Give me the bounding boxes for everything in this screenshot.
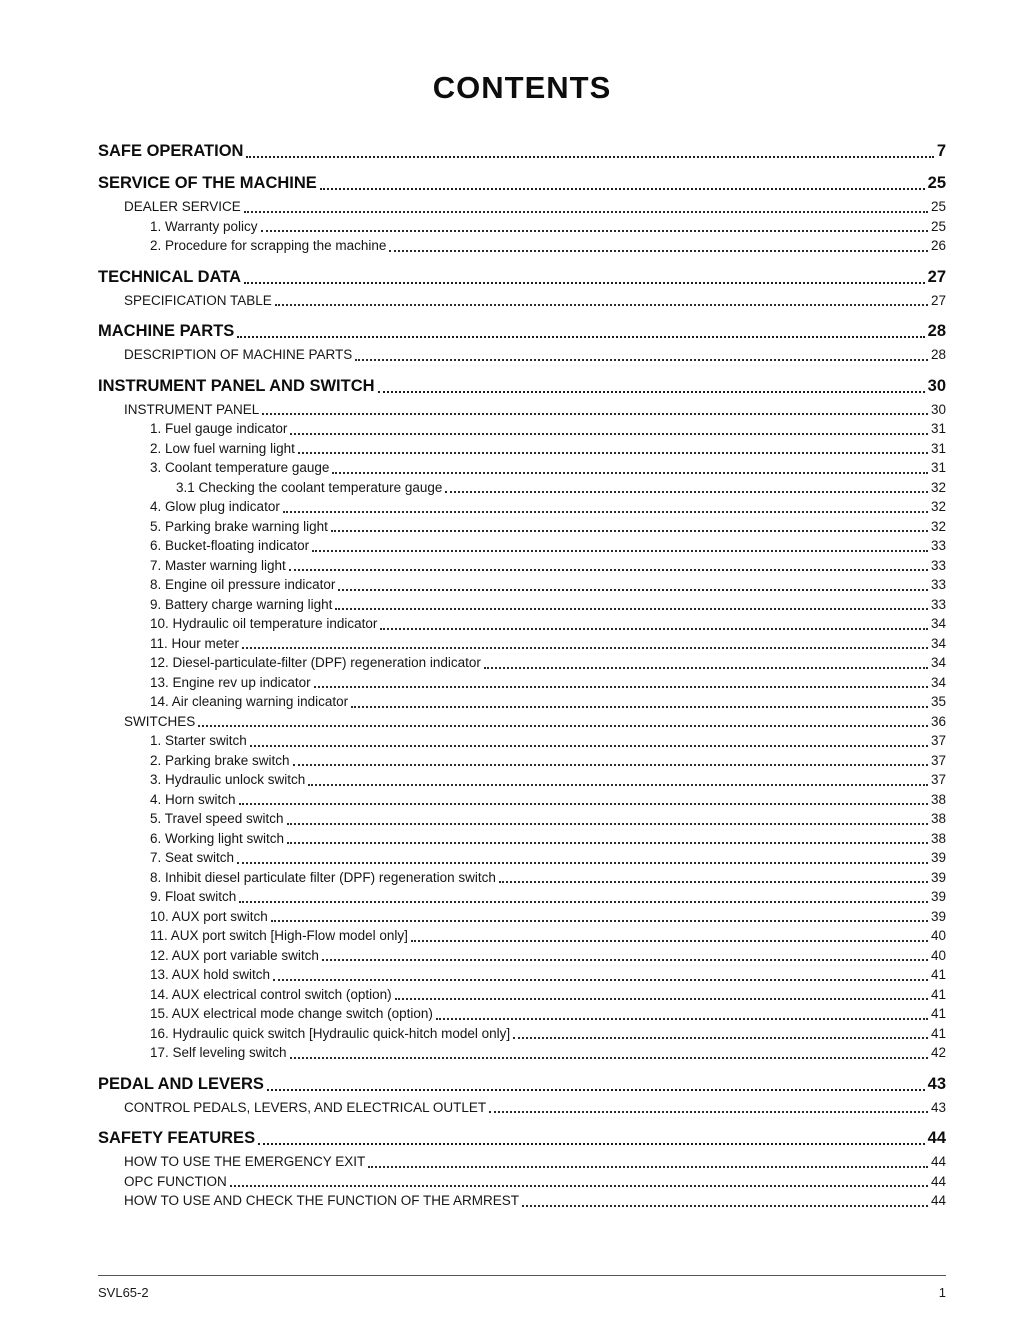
toc-entry-label: INSTRUMENT PANEL	[124, 401, 260, 417]
toc-entry	[98, 770, 946, 790]
toc-dot-leader	[368, 1166, 928, 1168]
toc-entry	[98, 400, 946, 420]
toc-dot-leader	[273, 979, 928, 981]
toc-entry-page: 31	[930, 421, 946, 436]
toc-entry	[98, 267, 946, 288]
toc-entry-label: 2. Procedure for scrapping the machine	[150, 238, 387, 253]
toc-entry-label: TECHNICAL DATA	[98, 267, 241, 286]
toc-entry-page: 39	[930, 908, 946, 924]
toc-entry	[98, 439, 946, 459]
toc-entry-label: CONTROL PEDALS, LEVERS, AND ELECTRICAL OUTLET	[124, 1099, 487, 1115]
toc-entry-page: 33	[930, 596, 946, 612]
toc-entry-page: 41	[930, 967, 946, 982]
toc-entry	[98, 1074, 946, 1095]
toc-entry-label: SPECIFICATION TABLE	[124, 292, 272, 308]
toc-entry-page: 30	[927, 376, 946, 395]
toc-entry-page: 28	[927, 322, 946, 340]
toc-dot-leader	[389, 250, 928, 252]
toc-dot-leader	[198, 725, 928, 727]
toc-entry-label: 8. Inhibit diesel particulate filter (DPF) regeneration switch	[150, 869, 496, 885]
toc-entry-page: 34	[930, 616, 946, 631]
toc-entry-page: 31	[930, 460, 946, 475]
toc-dot-leader	[411, 940, 928, 942]
toc-entry	[98, 345, 946, 365]
toc-entry	[98, 536, 946, 556]
toc-entry-page: 35	[930, 694, 946, 709]
toc-dot-leader	[380, 628, 928, 630]
toc-entry-label: 13. Engine rev up indicator	[150, 674, 311, 690]
toc-entry-page: 44	[927, 1129, 946, 1147]
toc-dot-leader	[513, 1037, 928, 1039]
toc-dot-leader	[331, 530, 928, 532]
toc-entry	[98, 653, 946, 673]
toc-entry-label: 7. Master warning light	[150, 557, 286, 573]
toc-dot-leader	[242, 647, 928, 649]
page-title: CONTENTS	[432, 70, 612, 105]
toc-entry-label: HOW TO USE THE EMERGENCY EXIT	[124, 1154, 366, 1169]
toc-entry-page: 7	[936, 142, 946, 160]
toc-entry	[98, 1152, 946, 1172]
toc-dot-leader	[239, 901, 928, 903]
toc-entry-label: 12. AUX port variable switch	[150, 947, 319, 963]
toc-entry	[98, 829, 946, 849]
toc-entry-label: 17. Self leveling switch	[150, 1045, 287, 1060]
toc-entry	[98, 575, 946, 595]
toc-entry-label: 10. Hydraulic oil temperature indicator	[150, 616, 378, 631]
toc-dot-leader	[275, 304, 928, 306]
toc-entry	[98, 173, 946, 194]
footer-page-number: 1	[938, 1285, 946, 1300]
toc-entry-label: SAFE OPERATION	[98, 142, 244, 160]
toc-entry-label: 3. Coolant temperature gauge	[150, 460, 330, 475]
toc-dot-leader	[267, 1089, 925, 1091]
toc-entry	[98, 1043, 946, 1063]
toc-entry-label: 16. Hydraulic quick switch [Hydraulic quick-hitch model only]	[150, 1025, 511, 1041]
toc-entry-page: 38	[930, 811, 946, 826]
toc-entry-label: 12. Diesel-particulate-filter (DPF) regeneration indicator	[150, 655, 481, 670]
toc-entry	[98, 634, 946, 654]
toc-dot-leader	[237, 336, 924, 338]
toc-entry	[98, 497, 946, 517]
toc-dot-leader	[338, 589, 928, 591]
toc-entry-page: 25	[930, 218, 946, 234]
toc-dot-leader	[287, 842, 928, 844]
toc-entry-page: 25	[927, 174, 946, 192]
toc-entry	[98, 887, 946, 907]
toc-entry-page: 41	[930, 1006, 946, 1021]
toc-entry-page: 44	[930, 1193, 946, 1208]
toc-entry	[98, 965, 946, 985]
toc-entry-page: 43	[930, 1099, 946, 1115]
toc-dot-leader	[484, 667, 928, 669]
toc-dot-leader	[395, 998, 928, 1000]
toc-entry	[98, 236, 946, 256]
toc-dot-leader	[489, 1111, 928, 1113]
toc-entry-page: 39	[930, 889, 946, 904]
toc-entry-label: 1. Fuel gauge indicator	[150, 421, 288, 436]
toc-dot-leader	[262, 413, 928, 415]
toc-entry	[98, 848, 946, 868]
toc-entry	[98, 1128, 946, 1149]
toc-dot-leader	[250, 745, 928, 747]
toc-entry-label: 9. Battery charge warning light	[150, 596, 333, 612]
toc-entry-page: 39	[930, 850, 946, 865]
toc-entry-label: 5. Travel speed switch	[150, 811, 284, 826]
toc-entry-label: INSTRUMENT PANEL AND SWITCH	[98, 376, 375, 395]
toc-entry-page: 32	[930, 499, 946, 514]
toc-dot-leader	[237, 862, 928, 864]
toc-entry	[98, 141, 946, 162]
page-footer	[98, 1275, 946, 1300]
toc-entry-page: 27	[927, 267, 946, 286]
toc-entry-label: DESCRIPTION OF MACHINE PARTS	[124, 347, 353, 362]
toc-entry-page: 33	[930, 557, 946, 573]
toc-entry-label: 3. Hydraulic unlock switch	[150, 772, 306, 787]
toc-entry	[98, 946, 946, 966]
toc-entry-label: 5. Parking brake warning light	[150, 518, 328, 534]
toc-entry	[98, 376, 946, 397]
toc-entry	[98, 1191, 946, 1211]
toc-entry-label: 4. Horn switch	[150, 791, 236, 807]
toc-entry	[98, 1024, 946, 1044]
toc-entry-label: 2. Parking brake switch	[150, 752, 290, 768]
toc-dot-leader	[499, 881, 928, 883]
footer-model-code: SVL65-2	[98, 1285, 149, 1300]
toc-entry-label: 9. Float switch	[150, 889, 237, 904]
toc-entry-label: 1. Starter switch	[150, 733, 247, 748]
toc-entry-label: SWITCHES	[124, 713, 196, 729]
toc-entry	[98, 321, 946, 342]
toc-entry-page: 39	[930, 869, 946, 885]
toc-dot-leader	[351, 706, 928, 708]
toc-entry-page: 37	[930, 772, 946, 787]
toc-entry	[98, 985, 946, 1005]
toc-entry	[98, 419, 946, 439]
toc-entry-label: 1. Warranty policy	[150, 218, 258, 234]
toc-dot-leader	[230, 1185, 928, 1187]
toc-entry-label: PEDAL AND LEVERS	[98, 1074, 264, 1093]
toc-dot-leader	[261, 230, 928, 232]
toc-entry-label: 14. AUX electrical control switch (option)	[150, 986, 392, 1002]
toc-dot-leader	[293, 764, 928, 766]
toc-entry-label: 6. Working light switch	[150, 830, 285, 846]
toc-entry	[98, 556, 946, 576]
toc-list	[98, 130, 946, 1211]
toc-dot-leader	[289, 569, 928, 571]
toc-entry-page: 34	[930, 655, 946, 670]
toc-dot-leader	[298, 452, 928, 454]
toc-entry	[98, 712, 946, 732]
toc-entry-label: OPC FUNCTION	[124, 1173, 227, 1189]
toc-entry	[98, 595, 946, 615]
toc-entry-page: 32	[930, 479, 946, 495]
toc-entry-page: 40	[930, 947, 946, 963]
toc-dot-leader	[436, 1018, 928, 1020]
toc-entry	[98, 614, 946, 634]
toc-entry	[98, 751, 946, 771]
toc-entry-page: 34	[930, 635, 946, 651]
toc-entry	[98, 1098, 946, 1118]
toc-dot-leader	[244, 282, 925, 284]
toc-entry-page: 43	[927, 1074, 946, 1093]
toc-dot-leader	[445, 491, 928, 493]
toc-entry-page: 38	[930, 791, 946, 807]
toc-entry-page: 25	[930, 199, 946, 214]
toc-entry-page: 44	[930, 1154, 946, 1169]
toc-entry-label: 10. AUX port switch	[150, 908, 268, 924]
toc-entry-page: 41	[930, 986, 946, 1002]
toc-dot-leader	[290, 1057, 928, 1059]
toc-entry-page: 38	[930, 830, 946, 846]
toc-dot-leader	[290, 433, 928, 435]
toc-entry-page: 37	[930, 733, 946, 748]
toc-entry-label: SERVICE OF THE MACHINE	[98, 174, 317, 192]
toc-entry-label: 2. Low fuel warning light	[150, 440, 295, 456]
toc-entry-page: 42	[930, 1045, 946, 1060]
toc-entry-page: 31	[930, 440, 946, 456]
toc-dot-leader	[239, 803, 928, 805]
toc-entry	[98, 907, 946, 927]
toc-entry-label: MACHINE PARTS	[98, 322, 235, 340]
toc-dot-leader	[522, 1205, 928, 1207]
toc-dot-leader	[335, 608, 928, 610]
toc-entry-label: 14. Air cleaning warning indicator	[150, 694, 349, 709]
toc-entry-label: HOW TO USE AND CHECK THE FUNCTION OF THE ARMREST	[124, 1193, 520, 1208]
toc-entry	[98, 790, 946, 810]
toc-dot-leader	[271, 920, 928, 922]
toc-entry-page: 27	[930, 292, 946, 308]
toc-dot-leader	[332, 472, 928, 474]
toc-entry-page: 26	[930, 238, 946, 253]
toc-dot-leader	[244, 211, 928, 213]
toc-entry-page: 37	[930, 752, 946, 768]
toc-entry-page: 30	[930, 401, 946, 417]
toc-entry-label: SAFETY FEATURES	[98, 1129, 256, 1147]
toc-dot-leader	[308, 784, 928, 786]
toc-entry-label: 13. AUX hold switch	[150, 967, 271, 982]
toc-dot-leader	[283, 511, 928, 513]
toc-dot-leader	[378, 391, 925, 393]
toc-dot-leader	[287, 823, 928, 825]
toc-dot-leader	[312, 550, 928, 552]
toc-entry-page: 36	[930, 713, 946, 729]
toc-entry	[98, 197, 946, 217]
toc-entry	[98, 868, 946, 888]
toc-entry	[98, 692, 946, 712]
toc-entry	[98, 731, 946, 751]
toc-entry-page: 40	[930, 928, 946, 943]
toc-entry	[98, 926, 946, 946]
toc-entry	[98, 478, 946, 498]
toc-entry	[98, 291, 946, 311]
toc-dot-leader	[355, 359, 928, 361]
toc-entry-label: 3.1 Checking the coolant temperature gauge	[176, 479, 443, 495]
toc-dot-leader	[322, 959, 928, 961]
toc-dot-leader	[258, 1143, 925, 1145]
toc-entry-page: 44	[930, 1173, 946, 1189]
toc-entry-label: 11. Hour meter	[150, 635, 240, 651]
toc-entry	[98, 1172, 946, 1192]
toc-entry-label: 4. Glow plug indicator	[150, 499, 280, 514]
toc-entry-page: 32	[930, 518, 946, 534]
toc-entry	[98, 1004, 946, 1024]
toc-entry	[98, 517, 946, 537]
toc-entry	[98, 217, 946, 237]
toc-dot-leader	[246, 156, 933, 158]
toc-entry-page: 33	[930, 538, 946, 553]
toc-entry-page: 34	[930, 674, 946, 690]
toc-dot-leader	[320, 188, 925, 190]
toc-entry-label: 15. AUX electrical mode change switch (option)	[150, 1006, 433, 1021]
toc-entry-label: DEALER SERVICE	[124, 199, 241, 214]
toc-entry-label: 8. Engine oil pressure indicator	[150, 577, 336, 592]
toc-entry	[98, 809, 946, 829]
toc-entry-label: 7. Seat switch	[150, 850, 235, 865]
toc-entry-page: 28	[930, 347, 946, 362]
toc-entry-label: 11. AUX port switch [High-Flow model only]	[150, 928, 408, 943]
toc-entry	[98, 458, 946, 478]
toc-entry-label: 6. Bucket-floating indicator	[150, 538, 310, 553]
toc-entry-page: 41	[930, 1025, 946, 1041]
toc-entry	[98, 673, 946, 693]
toc-entry-page: 33	[930, 577, 946, 592]
toc-dot-leader	[314, 686, 928, 688]
